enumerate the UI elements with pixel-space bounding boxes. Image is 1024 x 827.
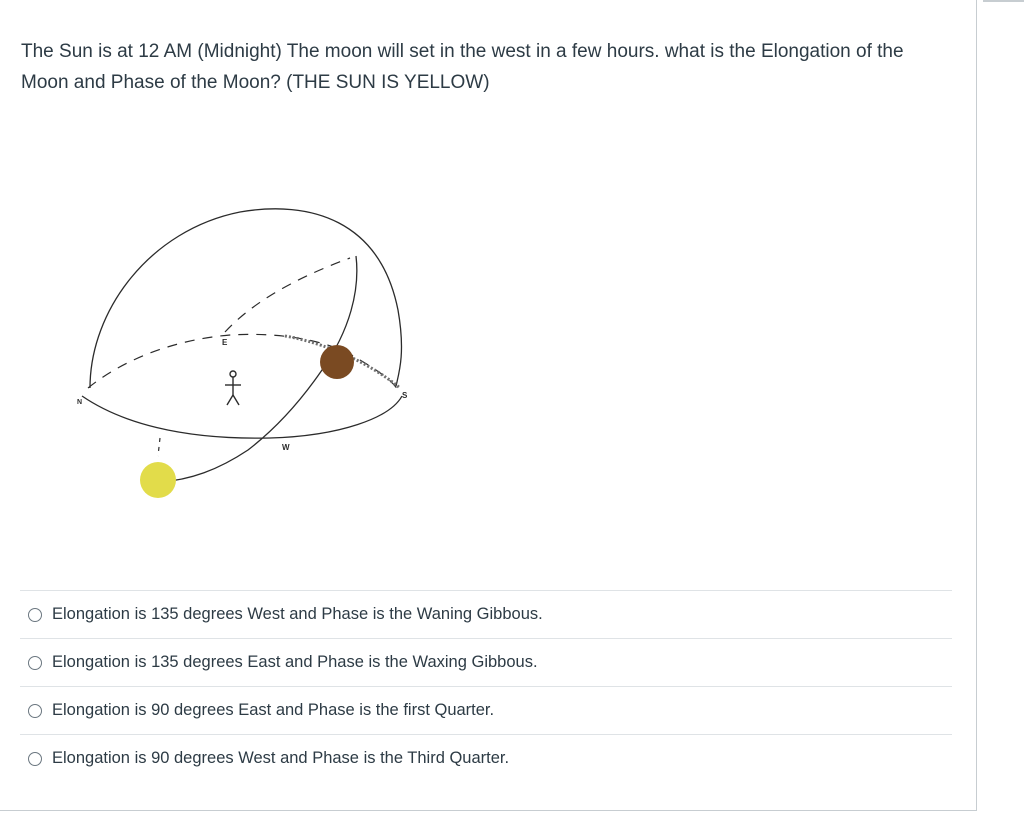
answer-label: Elongation is 135 degrees East and Phase is the Waxing Gibbous. xyxy=(52,653,538,671)
radio-button[interactable] xyxy=(28,656,42,670)
answer-list xyxy=(20,590,952,782)
sun-path-dashed xyxy=(158,438,160,456)
radio-button[interactable] xyxy=(28,752,42,766)
observer-figure xyxy=(225,371,241,405)
label-north: N xyxy=(77,399,83,406)
radio-button[interactable] xyxy=(28,608,42,622)
label-west: W xyxy=(282,443,290,452)
answer-label: Elongation is 135 degrees West and Phase is the Waning Gibbous. xyxy=(52,605,543,623)
answer-label: Elongation is 90 degrees East and Phase is the first Quarter. xyxy=(52,701,495,719)
top-right-divider xyxy=(983,0,1024,2)
horizon-front xyxy=(82,396,402,438)
celestial-sphere-diagram xyxy=(60,190,440,510)
sun-marker xyxy=(140,462,176,498)
label-south: S xyxy=(402,391,408,400)
meridian-dashed xyxy=(225,258,350,332)
answer-option-2[interactable] xyxy=(20,638,952,686)
label-east: E xyxy=(222,338,228,347)
sphere-dome xyxy=(90,209,402,388)
answer-label: Elongation is 90 degrees West and Phase is the Third Quarter. xyxy=(52,749,510,767)
question-text: The Sun is at 12 AM (Midnight) The moon will set in the west in a few hours. what is the Elongation of the Moon and Phase of the Moon? (THE SUN IS YELLOW) xyxy=(21,41,904,93)
answer-option-3[interactable] xyxy=(20,686,952,734)
moon-marker xyxy=(320,345,354,379)
answer-option-1[interactable] xyxy=(20,590,952,638)
radio-button[interactable] xyxy=(28,704,42,718)
answer-option-4[interactable] xyxy=(20,734,952,782)
